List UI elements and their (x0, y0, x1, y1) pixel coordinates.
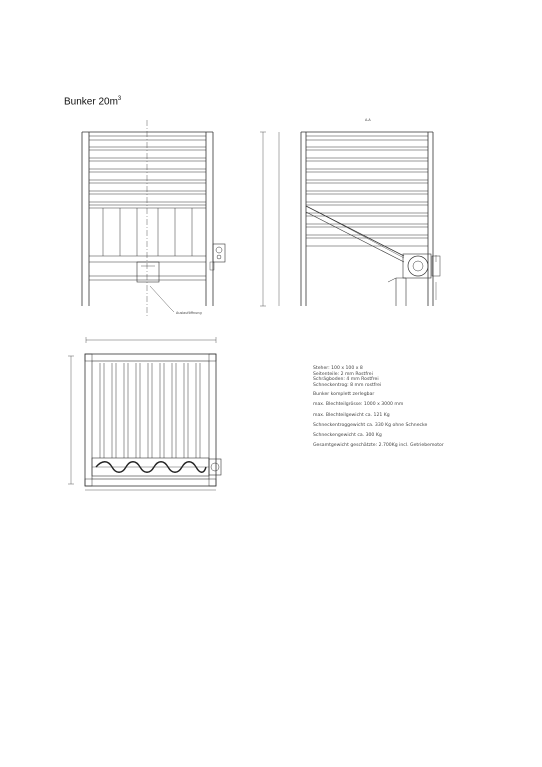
title-text: Bunker 20m (64, 96, 118, 108)
front-view-slope-panels (89, 208, 206, 262)
spec-line-3: max. Blechteilgewicht ca. 121 Kg (313, 412, 390, 418)
top-view-panels (100, 363, 200, 458)
outlet-annotation: Auslauföffnung (176, 311, 202, 315)
top-view (68, 337, 221, 490)
spec-material-3: Schrägboden: 4 mm Rostfrei (313, 377, 379, 383)
front-view (82, 120, 225, 316)
screw-conveyor-drive (408, 256, 428, 276)
spec-line-6: Gesamtgewicht geschätzte: 2.700Kg incl. Getriebemotor (313, 442, 444, 448)
spec-material-2: Seitenteile: 2 mm Rostfrei (313, 371, 373, 377)
side-view (260, 118, 440, 306)
title-unit-superscript: 3 (117, 96, 122, 102)
annotation-leader (150, 286, 174, 312)
spec-material-1: Steher: 100 x 100 x 8 (313, 366, 363, 371)
side-view-panels (306, 136, 428, 246)
front-view-panels (89, 136, 206, 205)
outlet-box (137, 262, 159, 282)
specifications-block (313, 366, 523, 453)
spec-material-4: Schneckentrog: 8 mm rostfrei (313, 382, 382, 388)
section-mark: A-A (365, 118, 371, 122)
spec-line-4: Schneckentroggewicht ca. 330 Kg ohne Schnecke (313, 422, 428, 428)
spec-line-1: Bunker komplett zerlegbar (313, 392, 375, 398)
spec-line-2: max. Blechteilgrösse: 1000 x 3000 mm (313, 402, 404, 408)
spec-line-5: Schneckengewicht ca. 300 Kg (313, 432, 382, 438)
